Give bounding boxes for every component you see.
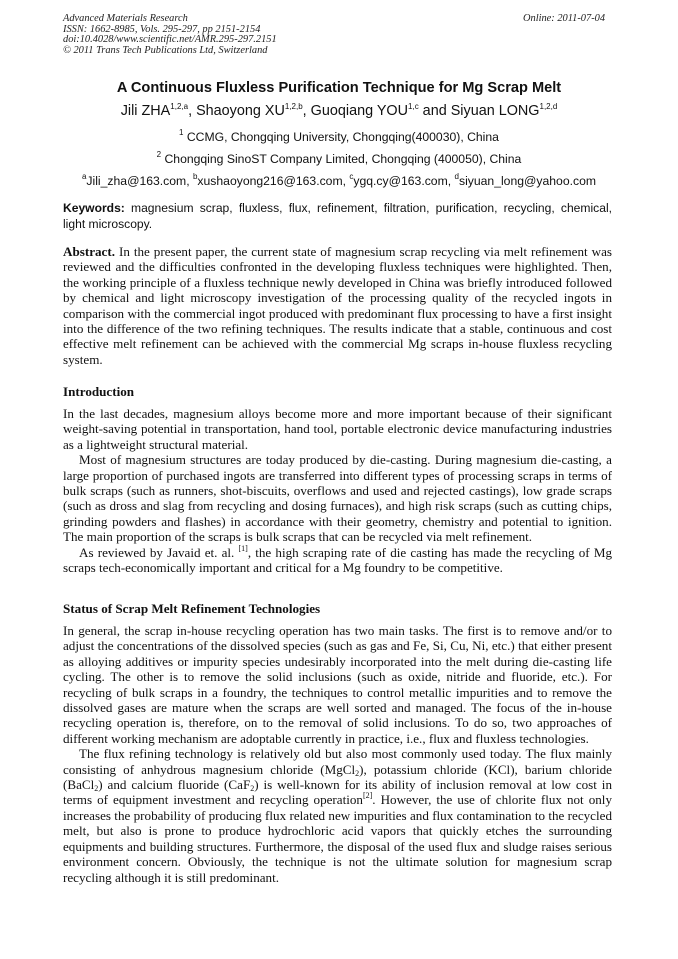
email-separator: , [186, 174, 193, 188]
abstract [63, 244, 612, 367]
affiliation-text: Chongqing SinoST Company Limited, Chongqing (400050), China [161, 152, 522, 166]
paragraph-text: ) is well-known for its ability of inclusion removal at low cost in terms of equipment investment and recycling operation [63, 777, 612, 808]
email-list [0, 174, 678, 188]
email-link[interactable]: ygq.cy@163.com [353, 174, 448, 188]
abstract-text: In the present paper, the current state of magnesium scrap recycling via melt refinement was reviewed and the difficulties confronted in the developing fluxless techniques were highlighted. Then, the working principle of a fluxless technique newly developed in China was briefly introduced followed by chemical and light microscopy investigation of the processing quality of the recycled ingots in comparison with the commercial ingot produced with predominant flux processing to have a first insight into the difference of the two refining techniques. The results indicate that a stable, continuous and cost effective melt refinement can be achieved with the commercial Mg scraps in-house fluxless recycling system. [63, 244, 612, 367]
affiliation-mark: 2 [156, 150, 162, 159]
online-date: Online: 2011-07-04 [523, 13, 606, 24]
status-body [63, 623, 612, 885]
section-heading-status: Status of Scrap Melt Refinement Technologies [63, 601, 321, 616]
email-mark: c [349, 172, 354, 181]
paragraph-text: , the high scraping rate of die casting has made the recycling of Mg scraps tech-economically important and critical for a Mg foundry to be competitive. [63, 544, 613, 576]
author-affil-mark: 1,c [408, 102, 419, 111]
author-affil-mark: 1,2,b [284, 102, 303, 111]
email-separator: , [447, 174, 455, 188]
subscript: 2 [94, 784, 99, 794]
author-separator: , [188, 103, 197, 119]
paragraph: Most of magnesium structures are today produced by die-casting. During magnesium die-casting, a large proportion of purchased ingots are transferred into different types of processing scraps in terms of bulk scraps (such as runners, shot-biscuits, overflows and used and rejected castings), low grade scraps (such as dross and slag from recycling and dosing furnaces), and high risk scraps (such as cutting chips, grinding powders and flashes) in accordance with their geometry, chemistry and potential to ignition. The main proportion of the scraps is bulk scraps that can be recycled via melt refinement. [63, 452, 612, 545]
paragraph-text: As reviewed by Javaid et. al. [79, 544, 239, 560]
author-separator: , [302, 103, 311, 119]
author-affil-mark: 1,2,d [539, 102, 558, 111]
author-affil-mark: 1,2,a [170, 102, 189, 111]
paragraph-text: ), potassium chloride (KCl), barium chloride (BaCl [63, 761, 612, 793]
keywords-text: magnesium scrap, fluxless, flux, refinement, filtration, purification, recycling, chemical, light microscopy. [63, 201, 612, 231]
author-separator: and [418, 103, 451, 119]
subscript: 2 [250, 784, 255, 794]
author-name: Shaoyong XU [196, 103, 285, 119]
citation-ref[interactable]: [1] [238, 543, 248, 553]
journal-name: Advanced Materials Research [63, 13, 188, 24]
email-mark: d [454, 172, 459, 181]
paragraph: In the last decades, magnesium alloys become more and more important because of their significant weight-saving potential in transportation, hand tool, portable electronic device manufacturing industries as a lightweight structural material. [63, 406, 612, 452]
paragraph: In general, the scrap in-house recycling operation has two main tasks. The first is to remove and/or to adjust the concentrations of the dissolved species (such as gas and Fe, Si, Cu, Ni, etc.) that either present as alloying additives or impurity species undesirably incorporated into the melt during die-casting life cycling. The other is to remove the solid inclusions (such as oxide, nitride and fluoride, etc.). For recycling of bulk scraps in a foundry, the techniques to control metallic impurities and to remove the dissolved gases are mature when the scraps are well sorted and managed. The focus of the in-house recycling operation is, therefore, on to the removal of solid inclusions. To do so, two approaches of different working mechanism are adoptable currently in practice, i.e., flux and fluxless technologies. [63, 623, 612, 746]
author-name: Jili ZHA [120, 103, 171, 119]
copyright-line: © 2011 Trans Tech Publications Ltd, Switzerland [63, 44, 268, 56]
keywords [63, 201, 612, 232]
email-link[interactable]: xushaoyong216@163.com [197, 174, 343, 188]
email-mark: b [192, 172, 198, 181]
journal-header [63, 14, 277, 56]
author-name: Guoqiang YOU [310, 103, 409, 119]
abstract-label: Abstract. [63, 244, 115, 259]
author-name: Siyuan LONG [450, 103, 540, 119]
affiliation-1 [0, 130, 678, 144]
affiliation-2 [0, 152, 678, 166]
paper-title: A Continuous Fluxless Purification Technique for Mg Scrap Melt [116, 80, 562, 96]
doi-line: doi:10.4028/www.scientific.net/AMR.295-297.2151 [63, 34, 277, 46]
affiliation-text: CCMG, Chongqing University, Chongqing(400030), China [183, 130, 499, 144]
introduction-body [63, 406, 612, 575]
section-heading-introduction: Introduction [63, 384, 135, 399]
paragraph-text: The flux refining technology is relatively old but also most commonly used today. The flux mainly consisting of anhydrous magnesium chloride (MgCl [63, 746, 612, 777]
email-mark: a [81, 172, 87, 181]
email-link[interactable]: siyuan_long@yahoo.com [458, 174, 597, 188]
paragraph-text: ) and calcium fluoride (CaF [98, 777, 251, 793]
keywords-label: Keywords: [63, 201, 125, 215]
paragraph-text: . However, the use of chlorite flux not only increases the probability of producing flux related new impurities and flux contamination to the recycled melt, but also is prone to produce hydrochloric acid vapors that quickly etches the surrounding equipments and building structures. Furthermore, the disposal of the used flux and sludge raises serious environment concern. Obviously, the technique is not the ultimate solution for magnesium scrap recycling although it is still predominant. [63, 792, 612, 885]
affiliation-mark: 1 [179, 128, 184, 137]
email-link[interactable]: Jili_zha@163.com [86, 174, 187, 188]
email-separator: , [342, 174, 350, 188]
paragraph [63, 545, 612, 576]
issn-line: ISSN: 1662-8985, Vols. 295-297, pp 2151-2154 [63, 23, 261, 35]
paragraph [63, 746, 612, 885]
subscript: 2 [355, 768, 360, 778]
author-list [0, 103, 678, 119]
citation-ref[interactable]: [2] [362, 791, 373, 801]
